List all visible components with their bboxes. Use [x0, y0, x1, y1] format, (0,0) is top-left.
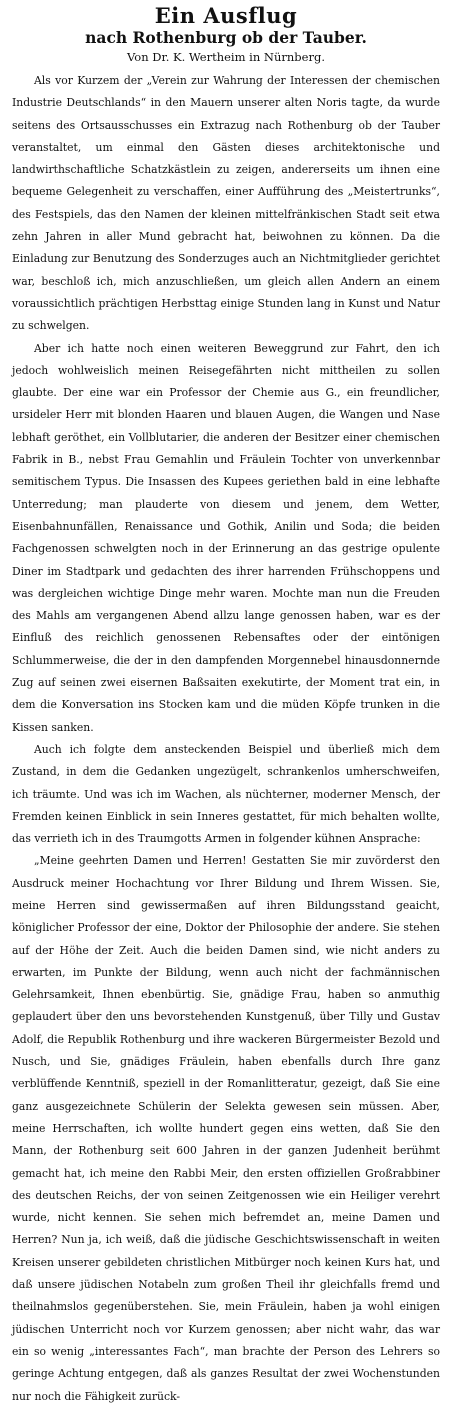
article-subtitle: nach Rothenburg ob der Tauber. [85, 28, 367, 47]
article-title: Ein Ausflug [154, 3, 298, 28]
article-paragraph: Aber ich hatte noch einen weiteren Beweggrund zur Fahrt, den ich jedoch wohlweislich meinen Reisegefährten nicht mittheilen zu sollen glaubte. Der eine war ein Professor der Chemie aus G., ein freundlicher, ursideler Herr mit blonden Haaren und blauen Augen, die Wangen und Nase lebhaft geröthet, ein Vollblutarier, die anderen der Besitzer einer chemischen Fabrik in B., nebst Frau Gemahlin und Fräulein Tochter von unverkennbar semitischem Typus. Die Insassen des Kupees geriethen bald in eine lebhafte Unterredung; man plauderte von diesem und jenem, dem Wetter, Eisenbahnunfällen, Renaissance und Gothik, Anilin und Soda; die beiden Fachgenossen schwelgten noch in der Erinnerung an das gestrige opulente Diner im Stadtpark und gedachten des ihrer harrenden Frühschoppens und was dergleichen wichtige Dinge mehr waren. Mochte man nun die Freuden des Mahls am vergangenen Abend allzu lange genossen haben, war es der Einfluß des reichlich genossenen Rebensaftes oder der eintönigen Schlummerweise, die der in den dampfenden Morgennebel hinausdonnernde Zug auf seinen zwei eisernen Baßsaiten exekutirte, der Moment trat ein, in dem die Konversation ins Stocken kam und die müden Köpfe trunken in die Kissen sanken. [12, 341, 440, 734]
article-paragraph: „Meine geehrten Damen und Herren! Gestatten Sie mir zuvörderst den Ausdruck meiner Hochachtung vor Ihrer Bildung und Ihrem Wissen. Sie, meine Herren sind gewissermaßen auf ihren Bildungsstand geaicht, königlicher Professor der eine, Doktor der Philosophie der andere. Sie stehen auf der Höhe der Zeit. Auch die beiden Damen sind, wie nicht anders zu erwarten, im Punkte der Bildung, wenn auch nicht der fachmännischen Gelehrsamkeit, Ihnen ebenbürtig. Sie, gnädige Frau, haben so anmuthig geplaudert über den uns bevorstehenden Kunstgenuß, über Tilly und Gustav Adolf, die Republik Rothenburg und ihre wackeren Bürgermeister Bezold und Nusch, und Sie, gnädiges Fräulein, haben ebenfalls durch Ihre ganz verblüffende Kenntniß, speziell in der Romanlitteratur, gezeigt, daß Sie eine ganz ausgezeichnete Schülerin der Selekta gewesen sein müssen. Aber, meine Herrschaften, ich wollte hundert gegen eins wetten, daß Sie den Mann, der Rothenburg seit 600 Jahren in der ganzen Judenheit berühmt gemacht hat, ich meine den Rabbi Meir, den ersten offiziellen Großrabbiner des deutschen Reichs, der von seinen Zeitgenossen wie ein Heiliger verehrt wurde, nicht kennen. Sie sehen mich befremdet an, meine Damen und Herren? Nun ja, ich weiß, daß die jüdische Geschichtswissenschaft in weiten Kreisen unserer gebildeten christlichen Mitbürger noch keinen Kurs hat, und daß unsere jüdischen Notabeln zum großen Theil ihr gleichfalls fremd und theilnahmslos gegenüberstehen. Sie, mein Fräulein, haben ja wohl einigen jüdischen Unterricht noch vor Kurzem genossen; aber nicht wahr, das war ein so wenig „interessantes Fach“, man brachte der Person des Lehrers so geringe Achtung entgegen, daß als ganzes Resultat der zwei Wochenstunden nur noch die Fähigkeit zurück- [12, 854, 440, 1403]
article-paragraph: Auch ich folgte dem ansteckenden Beispiel und überließ mich dem Zustand, in dem die Gedanken ungezügelt, schrankenlos umherschweifen, ich träumte. Und was ich im Wachen, als nüchterner, moderner Mensch, der Fremden keinen Einblick in sein Inneres gestattet, für mich behalten wollte, das verrieth ich in des Traumgotts Armen in folgender kühnen Ansprache: [12, 742, 440, 846]
article-byline: Von Dr. K. Wertheim in Nürnberg. [127, 50, 325, 64]
article-paragraph: Als vor Kurzem der „Verein zur Wahrung der Interessen der chemischen Industrie Deutschlands“ in den Mauern unserer alten Noris tagte, da wurde seitens des Ortsausschusses ein Extrazug nach Rothenburg ob der Tauber veranstaltet, um einmal den Gästen dieses architektonische und landwirthschaftliche Schatzkästlein zu zeigen, andererseits um ihnen eine bequeme Gelegenheit zu verschaffen, einer Aufführung des „Meistertrunks“, des Festspiels, das den Namen der kleinen mittelfränkischen Stadt seit etwa zehn Jahren in aller Mund gebracht hat, beiwohnen zu können. Da die Einladung zur Benutzung des Sonderzuges auch an Nichtmitglieder gerichtet war, beschloß ich, mich anzuschließen, um gleich allen Andern an einem voraussichtlich prächtigen Herbsttag einige Stunden lang in Kunst und Natur zu schwelgen. [12, 74, 440, 333]
article-body [12, 70, 440, 1408]
